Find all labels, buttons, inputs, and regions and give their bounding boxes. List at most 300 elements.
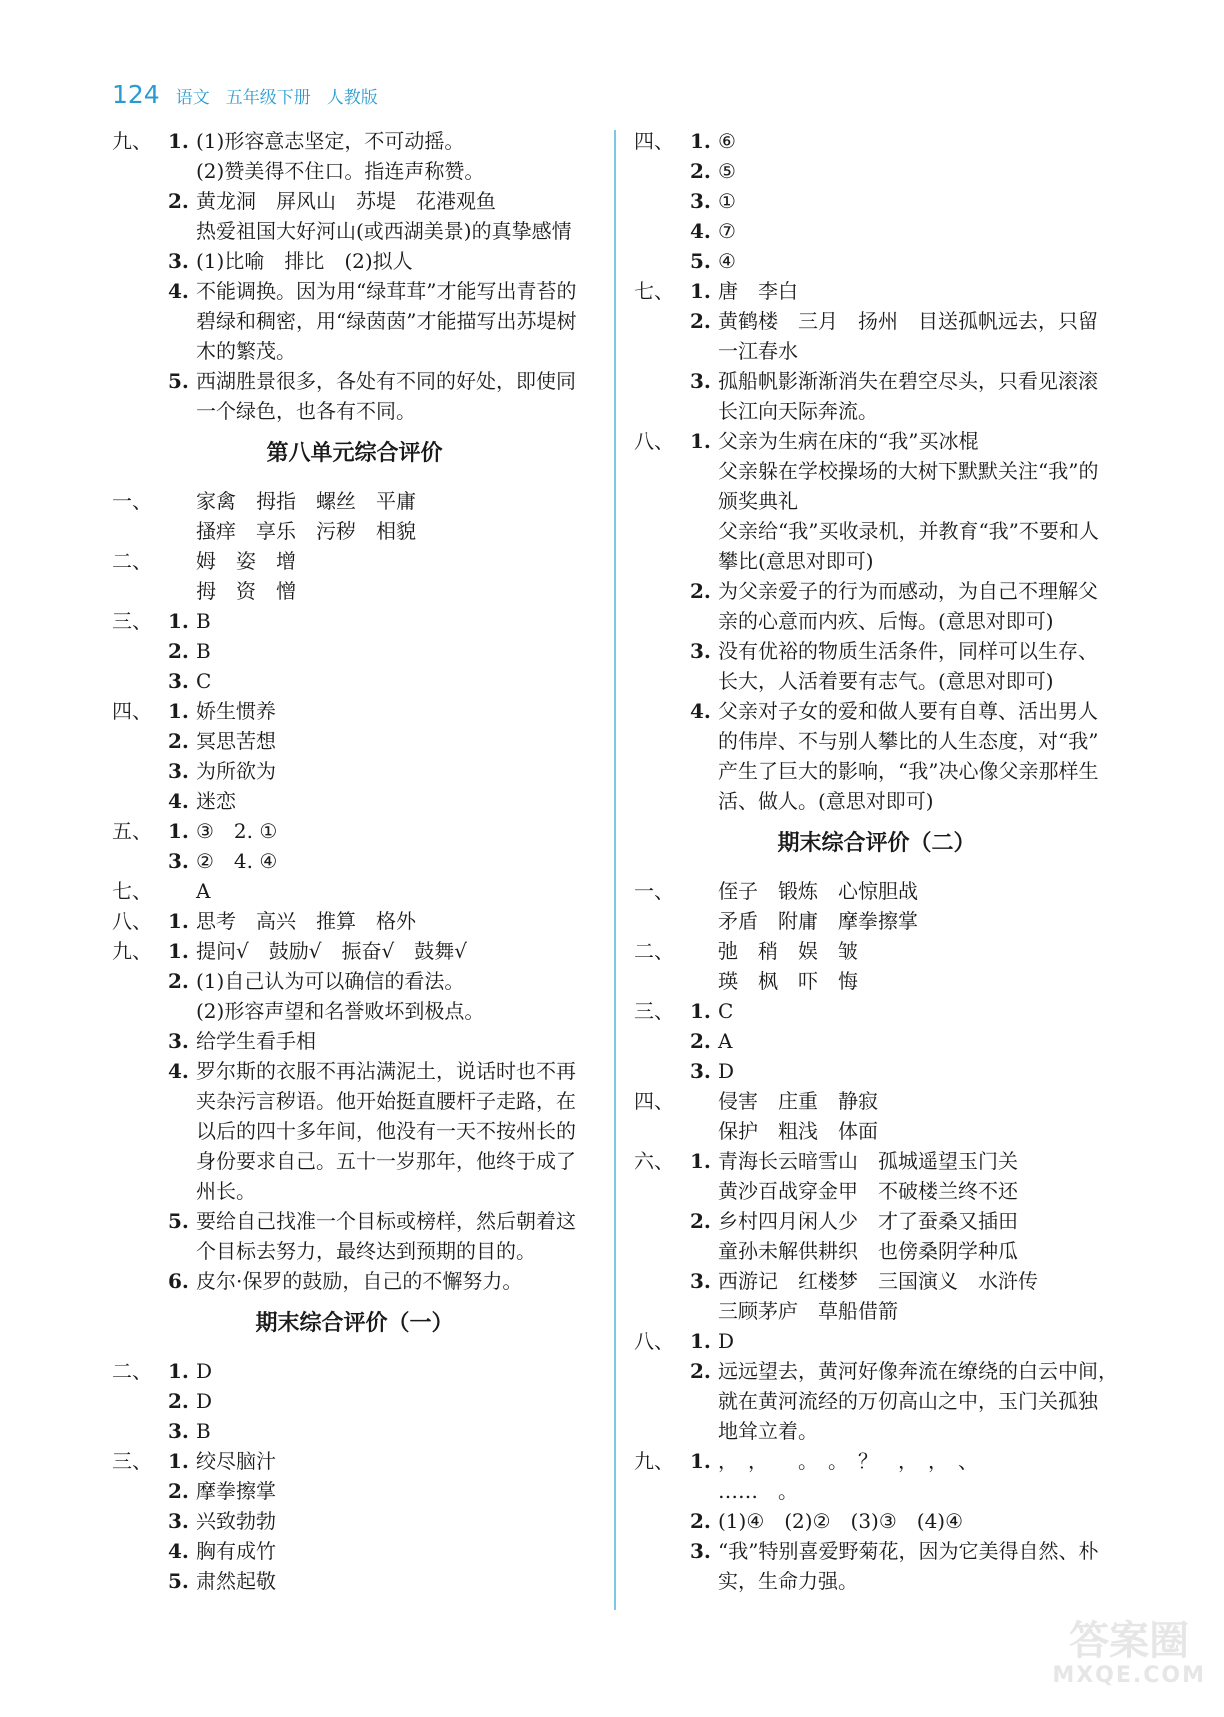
answer-text: 弛 稍 娱 皱 — [718, 939, 858, 963]
sub-number — [168, 1116, 196, 1146]
sub-number: 3. — [690, 1539, 711, 1563]
answer-text: ③ 2. ① — [196, 819, 278, 843]
question-number — [634, 606, 690, 636]
question-number — [634, 486, 690, 516]
answer-text: 侵害 庄重 静寂 — [718, 1089, 878, 1113]
sub-number: 1. — [690, 129, 711, 153]
right-column — [634, 126, 1119, 1596]
answer-text: 罗尔斯的衣服不再沾满泥土，说话时也不再 — [196, 1059, 576, 1083]
sub-number: 3. — [690, 639, 711, 663]
answer-text: 个目标去努力，最终达到预期的目的。 — [196, 1239, 536, 1263]
answer-line — [112, 846, 597, 876]
answer-text: 州长。 — [196, 1179, 256, 1203]
answer-line — [634, 636, 1119, 666]
answer-line — [112, 666, 597, 696]
question-number — [634, 1116, 690, 1146]
answer-line — [634, 216, 1119, 246]
answer-text: (2)赞美得不住口。指连声称赞。 — [196, 159, 485, 183]
question-number — [634, 456, 690, 486]
question-number — [112, 516, 168, 546]
answer-line — [112, 1386, 597, 1416]
sub-number — [168, 1086, 196, 1116]
sub-number — [690, 516, 718, 546]
sub-number: 3. — [168, 669, 189, 693]
sub-number: 1. — [690, 1329, 711, 1353]
answer-line — [634, 1476, 1119, 1506]
answer-text: 西游记 红楼梦 三国演义 水浒传 — [718, 1269, 1038, 1293]
sub-number — [690, 786, 718, 816]
question-number — [634, 1266, 690, 1296]
question-number — [634, 516, 690, 546]
question-number — [112, 1566, 168, 1596]
question-number — [112, 1206, 168, 1236]
answer-text: 攀比(意思对即可) — [718, 549, 874, 573]
sub-number: 6. — [168, 1269, 189, 1293]
column-divider — [614, 130, 616, 1610]
sub-number: 2. — [690, 159, 711, 183]
question-number — [634, 186, 690, 216]
question-number — [112, 1386, 168, 1416]
sub-number: 2. — [690, 309, 711, 333]
answer-text: 摩拳擦掌 — [196, 1479, 276, 1503]
question-number: 三、 — [112, 1449, 152, 1473]
answer-text: 皮尔·保罗的鼓励，自己的不懈努力。 — [196, 1269, 523, 1293]
left-column — [112, 126, 597, 1596]
answer-line — [112, 1086, 597, 1116]
answer-line — [634, 1386, 1119, 1416]
question-number — [112, 306, 168, 336]
question-number — [634, 1236, 690, 1266]
answer-text: D — [196, 1359, 213, 1383]
answer-line — [634, 516, 1119, 546]
answer-line — [112, 816, 597, 846]
grade-label: 五年级下册 — [225, 88, 311, 108]
answer-line — [112, 1116, 597, 1146]
question-number — [112, 966, 168, 996]
sub-number: 1. — [168, 1359, 189, 1383]
sub-number: 2. — [168, 1479, 189, 1503]
answer-text: 黄龙洞 屏风山 苏堤 花港观鱼 — [196, 189, 496, 213]
answer-line — [112, 246, 597, 276]
answer-text: 地耸立着。 — [718, 1419, 818, 1443]
sub-number — [690, 756, 718, 786]
question-number — [634, 666, 690, 696]
question-number: 八、 — [112, 909, 152, 933]
answer-text: 三顾茅庐 草船借箭 — [718, 1299, 898, 1323]
page-header — [112, 80, 378, 109]
answer-line — [634, 486, 1119, 516]
answer-line — [112, 606, 597, 636]
answer-line — [112, 726, 597, 756]
answer-line — [634, 276, 1119, 306]
sub-number — [690, 936, 718, 966]
sub-number — [168, 306, 196, 336]
question-number — [634, 546, 690, 576]
question-number — [634, 246, 690, 276]
sub-number — [690, 606, 718, 636]
answer-text: 就在黄河流经的万仞高山之中，玉门关孤独 — [718, 1389, 1098, 1413]
sub-number: 1. — [690, 999, 711, 1023]
question-number — [634, 1416, 690, 1446]
answer-line — [634, 456, 1119, 486]
answer-text: 热爱祖国大好河山(或西湖美景)的真挚感情 — [196, 219, 572, 243]
question-number: 九、 — [112, 939, 152, 963]
question-number — [112, 1176, 168, 1206]
sub-number: 4. — [168, 1539, 189, 1563]
question-number — [112, 156, 168, 186]
sub-number: 5. — [168, 1209, 189, 1233]
answer-text: 父亲给“我”买收录机，并教育“我”不要和人 — [718, 519, 1099, 543]
sub-number — [690, 1236, 718, 1266]
edition-label: 人教版 — [326, 88, 378, 108]
answer-line — [634, 246, 1119, 276]
sub-number: 1. — [690, 1149, 711, 1173]
watermark-logo — [1052, 1619, 1206, 1689]
sub-number — [168, 576, 196, 606]
question-number — [634, 636, 690, 666]
sub-number — [690, 1086, 718, 1116]
answer-line — [634, 1566, 1119, 1596]
sub-number — [168, 996, 196, 1026]
sub-number — [690, 1566, 718, 1596]
question-number — [634, 1566, 690, 1596]
sub-number: 3. — [690, 1269, 711, 1293]
answer-text: ⑤ — [718, 159, 736, 183]
answer-text: 木的繁茂。 — [196, 339, 296, 363]
question-number: 三、 — [112, 609, 152, 633]
answer-line — [634, 606, 1119, 636]
answer-line — [634, 726, 1119, 756]
section-heading: 第八单元综合评价 — [266, 441, 443, 466]
answer-line — [112, 126, 597, 156]
answer-line — [112, 696, 597, 726]
question-number: 一、 — [634, 879, 674, 903]
answer-line — [634, 1356, 1119, 1386]
sub-number: 5. — [168, 369, 189, 393]
question-number — [634, 306, 690, 336]
sub-number: 2. — [168, 639, 189, 663]
sub-number — [168, 546, 196, 576]
question-number: 七、 — [634, 279, 674, 303]
sub-number — [168, 486, 196, 516]
answer-text: 为所欲为 — [196, 759, 276, 783]
question-number: 二、 — [634, 939, 674, 963]
answer-line — [112, 1506, 597, 1536]
question-number: 九、 — [112, 129, 152, 153]
question-number — [634, 216, 690, 246]
answer-text: 保护 粗浅 体面 — [718, 1119, 878, 1143]
answer-text: C — [718, 999, 734, 1023]
question-number — [112, 336, 168, 366]
sub-number — [168, 156, 196, 186]
answer-text: (1)形容意志坚定，不可动摇。 — [196, 129, 465, 153]
sub-number: 4. — [168, 1059, 189, 1083]
sub-number: 1. — [168, 1449, 189, 1473]
sub-number: 4. — [168, 279, 189, 303]
sub-number: 1. — [690, 279, 711, 303]
question-number: 五、 — [112, 819, 152, 843]
question-number — [634, 366, 690, 396]
answer-line — [112, 1056, 597, 1086]
answer-text: C — [196, 669, 212, 693]
question-number: 六、 — [634, 1149, 674, 1173]
question-number — [112, 1146, 168, 1176]
answer-text: D — [718, 1329, 735, 1353]
answer-line — [112, 486, 597, 516]
answer-line — [112, 546, 597, 576]
question-number — [634, 696, 690, 726]
sub-number — [690, 396, 718, 426]
sub-number: 2. — [168, 1389, 189, 1413]
sub-number — [168, 396, 196, 426]
answer-line — [634, 1506, 1119, 1536]
answer-line — [634, 1146, 1119, 1176]
question-number — [634, 576, 690, 606]
section-heading: 期末综合评价（一） — [255, 1311, 454, 1336]
answer-text: 孤船帆影渐渐消失在碧空尽头，只看见滚滚 — [718, 369, 1098, 393]
answer-text: 冥思苦想 — [196, 729, 276, 753]
question-number — [634, 906, 690, 936]
answer-text: 拇 资 憎 — [196, 579, 296, 603]
answer-line — [112, 1236, 597, 1266]
answer-text: ， ， 。 。 ？ ， ， 、 — [718, 1449, 978, 1473]
sub-number — [168, 516, 196, 546]
sub-number — [690, 906, 718, 936]
answer-text: 要给自己找准一个目标或榜样，然后朝着这 — [196, 1209, 576, 1233]
answer-line — [112, 1356, 597, 1386]
question-number — [634, 1506, 690, 1536]
answer-text: 胸有成竹 — [196, 1539, 276, 1563]
answer-line — [112, 1026, 597, 1056]
sub-number: 1. — [168, 609, 189, 633]
answer-text: 搔痒 享乐 污秽 相貌 — [196, 519, 416, 543]
answer-line — [634, 786, 1119, 816]
answer-text: 不能调换。因为用“绿茸茸”才能写出青苔的 — [196, 279, 577, 303]
answer-text: 童孙未解供耕织 也傍桑阴学种瓜 — [718, 1239, 1018, 1263]
answer-text: 西湖胜景很多，各处有不同的好处，即使同 — [196, 369, 576, 393]
question-number — [634, 336, 690, 366]
answer-line — [634, 426, 1119, 456]
answer-line — [112, 1176, 597, 1206]
question-number — [112, 576, 168, 606]
sub-number: 3. — [168, 1509, 189, 1533]
question-number: 八、 — [634, 429, 674, 453]
answer-text: 碧绿和稠密，用“绿茵茵”才能描写出苏堤树 — [196, 309, 577, 333]
sub-number: 4. — [168, 789, 189, 813]
sub-number — [690, 1176, 718, 1206]
answer-text: 父亲躲在学校操场的大树下默默关注“我”的 — [718, 459, 1099, 483]
question-number — [112, 846, 168, 876]
sub-number: 3. — [168, 249, 189, 273]
answer-line — [112, 636, 597, 666]
answer-line — [634, 576, 1119, 606]
answer-line — [634, 1056, 1119, 1086]
subject-label: 语文 — [175, 88, 210, 108]
question-number — [634, 156, 690, 186]
answer-line — [112, 1566, 597, 1596]
answer-line — [634, 1206, 1119, 1236]
answer-line — [112, 1536, 597, 1566]
answer-text: 矛盾 附庸 摩拳擦掌 — [718, 909, 918, 933]
sub-number: 2. — [690, 1209, 711, 1233]
answer-text: 家禽 拇指 螺丝 平庸 — [196, 489, 416, 513]
question-number — [112, 1536, 168, 1566]
answer-line — [634, 936, 1119, 966]
answer-line — [634, 1026, 1119, 1056]
sub-number: 3. — [690, 189, 711, 213]
answer-text: (1)自己认为可以确信的看法。 — [196, 969, 465, 993]
answer-line — [112, 756, 597, 786]
question-number: 一、 — [112, 489, 152, 513]
question-number — [634, 1056, 690, 1086]
answer-line — [634, 1536, 1119, 1566]
answer-text: ① — [718, 189, 736, 213]
answer-text: 身份要求自己。五十一岁那年，他终于成了 — [196, 1149, 576, 1173]
answer-line — [112, 366, 597, 396]
question-number — [634, 1026, 690, 1056]
sub-number: 1. — [690, 429, 711, 453]
question-number — [112, 1056, 168, 1086]
question-number — [634, 1356, 690, 1386]
sub-number: 4. — [690, 699, 711, 723]
question-number — [112, 1266, 168, 1296]
answer-text: A — [196, 879, 211, 903]
answer-line — [112, 966, 597, 996]
question-number — [112, 246, 168, 276]
answer-text: “我”特别喜爱野菊花，因为它美得自然、朴 — [718, 1539, 1099, 1563]
answer-text: 青海长云暗雪山 孤城遥望玉门关 — [718, 1149, 1018, 1173]
sub-number — [690, 1386, 718, 1416]
answer-line — [634, 1416, 1119, 1446]
answer-line — [112, 1266, 597, 1296]
sub-number: 3. — [168, 849, 189, 873]
question-number: 八、 — [634, 1329, 674, 1353]
sub-number — [168, 1176, 196, 1206]
question-number — [634, 786, 690, 816]
answer-line — [112, 1146, 597, 1176]
answer-text: B — [196, 639, 211, 663]
answer-text: 瑛 枫 吓 悔 — [718, 969, 858, 993]
answer-line — [112, 1416, 597, 1446]
sub-number — [690, 456, 718, 486]
question-number — [112, 1416, 168, 1446]
question-number: 二、 — [112, 549, 152, 573]
answer-line — [112, 1446, 597, 1476]
answer-text: B — [196, 1419, 211, 1443]
sub-number: 1. — [168, 819, 189, 843]
sub-number: 3. — [168, 1419, 189, 1443]
sub-number: 3. — [690, 369, 711, 393]
sub-number — [690, 1296, 718, 1326]
sub-number: 1. — [690, 1449, 711, 1473]
question-number: 四、 — [634, 129, 674, 153]
answer-text: 一个绿色，也各有不同。 — [196, 399, 416, 423]
answer-line — [112, 186, 597, 216]
answer-text: 的伟岸、不与别人攀比的人生态度，对“我” — [718, 729, 1099, 753]
question-number — [634, 1386, 690, 1416]
sub-number: 2. — [690, 579, 711, 603]
question-number — [634, 1476, 690, 1506]
answer-text: 远远望去，黄河好像奔流在缭绕的白云中间， — [718, 1359, 1118, 1383]
answer-line — [634, 396, 1119, 426]
answer-text: 夹杂污言秽语。他开始挺直腰杆子走路，在 — [196, 1089, 576, 1113]
answer-line — [634, 1236, 1119, 1266]
sub-number — [168, 1236, 196, 1266]
answer-line — [634, 696, 1119, 726]
answer-text: (1)比喻 排比 (2)拟人 — [196, 249, 413, 273]
answer-text: 肃然起敬 — [196, 1569, 276, 1593]
answer-line — [634, 876, 1119, 906]
sub-number — [690, 546, 718, 576]
answer-text: 乡村四月闲人少 才了蚕桑又插田 — [718, 1209, 1018, 1233]
question-number — [112, 1026, 168, 1056]
question-number — [112, 216, 168, 246]
sub-number: 1. — [168, 699, 189, 723]
question-number — [634, 726, 690, 756]
sub-number: 2. — [690, 1509, 711, 1533]
sub-number: 1. — [168, 909, 189, 933]
answer-line — [112, 936, 597, 966]
question-number — [112, 666, 168, 696]
answer-line — [634, 1296, 1119, 1326]
question-number — [112, 1116, 168, 1146]
answer-text: A — [718, 1029, 733, 1053]
sub-number: 2. — [168, 729, 189, 753]
answer-line — [634, 1326, 1119, 1356]
answer-text: 唐 李白 — [718, 279, 798, 303]
sub-number: 3. — [168, 759, 189, 783]
question-number — [112, 276, 168, 306]
sub-number: 3. — [168, 1029, 189, 1053]
answer-text: (1)④ (2)② (3)③ (4)④ — [718, 1509, 964, 1533]
answer-line — [634, 1176, 1119, 1206]
answer-text: …… 。 — [718, 1479, 798, 1503]
question-number: 四、 — [634, 1089, 674, 1113]
question-number — [112, 1476, 168, 1506]
question-number — [112, 186, 168, 216]
answer-text: B — [196, 609, 211, 633]
answer-line — [112, 396, 597, 426]
answer-line — [112, 996, 597, 1026]
answer-text: (2)形容声望和名誉败坏到极点。 — [196, 999, 485, 1023]
sub-number — [690, 1116, 718, 1146]
answer-text: 颁奖典礼 — [718, 489, 798, 513]
question-number — [112, 1506, 168, 1536]
answer-text: 产生了巨大的影响，“我”决心像父亲那样生 — [718, 759, 1099, 783]
answer-line — [112, 1206, 597, 1236]
answer-text: 姆 姿 增 — [196, 549, 296, 573]
answer-line — [634, 1446, 1119, 1476]
answer-text: 黄沙百战穿金甲 不破楼兰终不还 — [718, 1179, 1018, 1203]
answer-line — [634, 336, 1119, 366]
answer-line — [634, 666, 1119, 696]
sub-number: 1. — [168, 939, 189, 963]
answer-text: D — [196, 1389, 213, 1413]
sub-number: 2. — [168, 969, 189, 993]
question-number — [112, 366, 168, 396]
question-number — [112, 396, 168, 426]
question-number: 三、 — [634, 999, 674, 1023]
question-number — [112, 726, 168, 756]
question-number — [112, 1086, 168, 1116]
watermark-main: 答案圈 — [1069, 1618, 1190, 1664]
sub-number — [168, 876, 196, 906]
question-number — [634, 396, 690, 426]
answer-line — [634, 366, 1119, 396]
question-number: 七、 — [112, 879, 152, 903]
answer-line — [112, 216, 597, 246]
question-number — [634, 1536, 690, 1566]
